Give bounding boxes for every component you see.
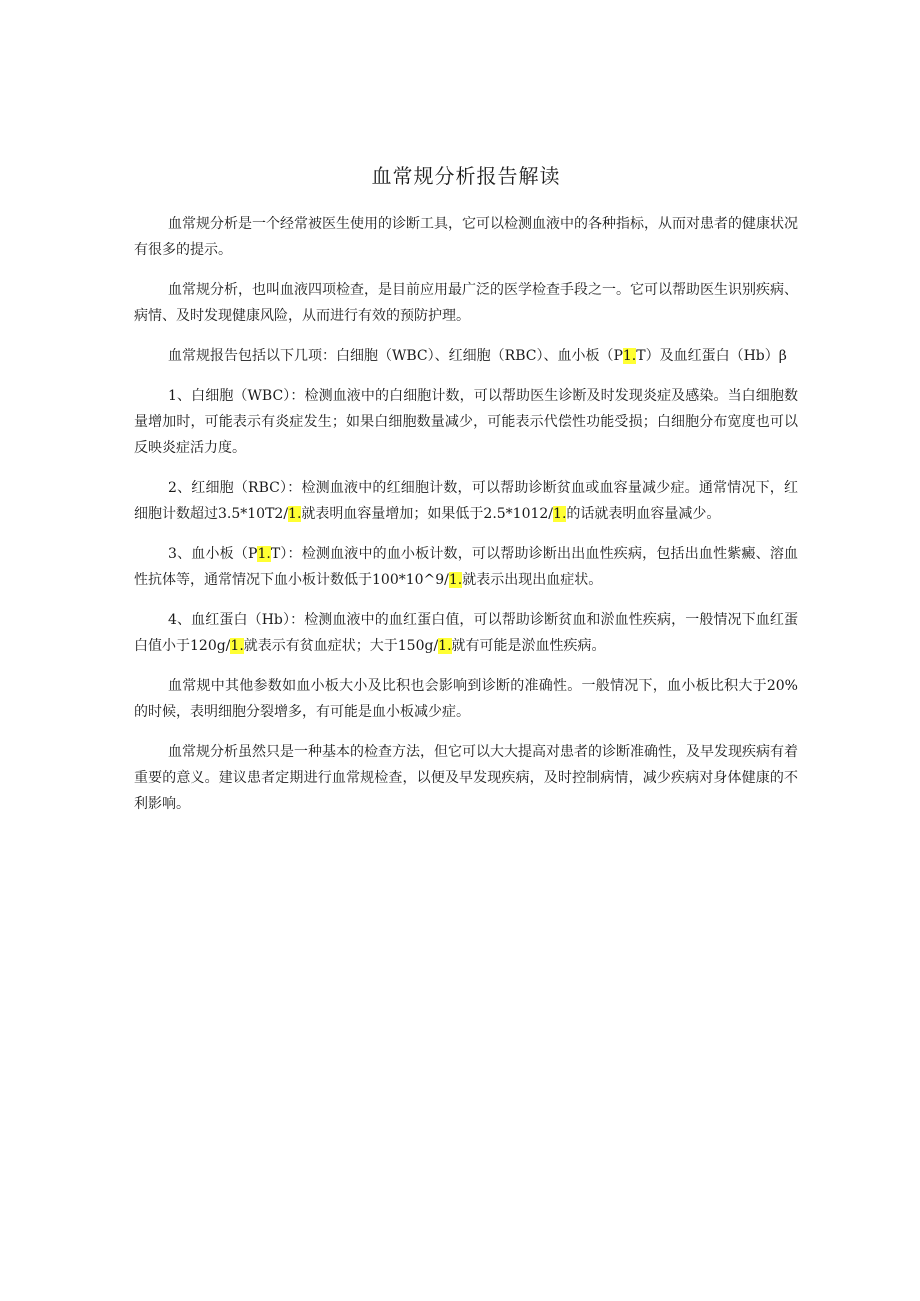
paragraph [134,541,798,593]
paragraph [134,343,798,369]
paragraph-text: 就有可能是淤血性疾病。 [451,638,606,654]
paragraph-text: 就表示有贫血症状；大于150g/ [243,638,439,654]
paragraph-text: 血常规分析，也叫血液四项检查，是目前应用最广泛的医学检查手段之一。它可以帮助医生识别疾病、病情、及时发现健康风险，从而进行有效的预防护理。 [134,282,798,324]
paragraph-text: 3、血小板（P [168,546,258,562]
paragraph-text: 血常规中其他参数如血小板大小及比积也会影响到诊断的准确性。一般情况下，血小板比积大于20%的时候，表明细胞分裂增多，有可能是血小板减少症。 [134,678,798,720]
paragraph-text: 2、红细胞（RBC）：检测血液中的红细胞计数，可以帮助诊断贫血或血容量减少症。通常情况下，红细胞计数超过3.5*10T2/ [134,480,798,522]
paragraph [134,673,798,725]
paragraph-text: 血常规分析虽然只是一种基本的检查方法，但它可以大大提高对患者的诊断准确性，及早发现疾病有着重要的意义。建议患者定期进行血常规检查，以便及早发现疾病，及时控制病情，减少疾病对身体健康的不利影响。 [134,744,798,812]
highlighted-text: 1. [553,506,567,522]
document-body [134,211,798,817]
paragraph-text: 就表明血容量增加；如果低于2.5*1012/ [301,506,554,522]
paragraph [134,277,798,329]
highlighted-text: 1. [230,638,244,654]
highlighted-text: 1. [257,546,271,562]
paragraph-text: 血常规分析是一个经常被医生使用的诊断工具，它可以检测血液中的各种指标，从而对患者的健康状况有很多的提示。 [134,216,798,258]
document-title: 血常规分析报告解读 [371,164,561,188]
paragraph-text: 就表示出现出血症状。 [462,572,603,588]
paragraph [134,383,798,461]
paragraph [134,211,798,263]
highlighted-text: 1. [448,572,463,588]
paragraph-text: T）：检测血液中的血小板计数，可以帮助诊断出出血性疾病，包括出血性紫癜、溶血性抗体等，通常情况下血小板计数低于100*10^9/ [134,546,799,588]
paragraph-text: 1、白细胞（WBC）：检测血液中的白细胞计数，可以帮助医生诊断及时发现炎症及感染。当白细胞数量增加时，可能表示有炎症发生；如果白细胞数量减少，可能表示代偿性功能受损；白细胞分布宽度也可以反映炎症活力度。 [134,388,798,456]
highlighted-text: 1. [288,506,302,522]
paragraph-text: T）及血红蛋白（Hb）β [636,348,787,364]
paragraph-text: 的话就表明血容量减少。 [566,506,721,522]
highlighted-text: 1. [438,638,452,654]
paragraph [134,607,798,659]
paragraph-text: 血常规报告包括以下几项：白细胞（WBC）、红细胞（RBC）、血小板（P [168,348,623,364]
document-page [134,160,798,831]
paragraph [134,475,798,527]
highlighted-text: 1. [622,348,637,364]
paragraph [134,739,798,817]
paragraph-text: 4、血红蛋白（Hb）：检测血液中的血红蛋白值，可以帮助诊断贫血和淤血性疾病，一般情况下血红蛋白值小于120g/ [134,612,798,654]
